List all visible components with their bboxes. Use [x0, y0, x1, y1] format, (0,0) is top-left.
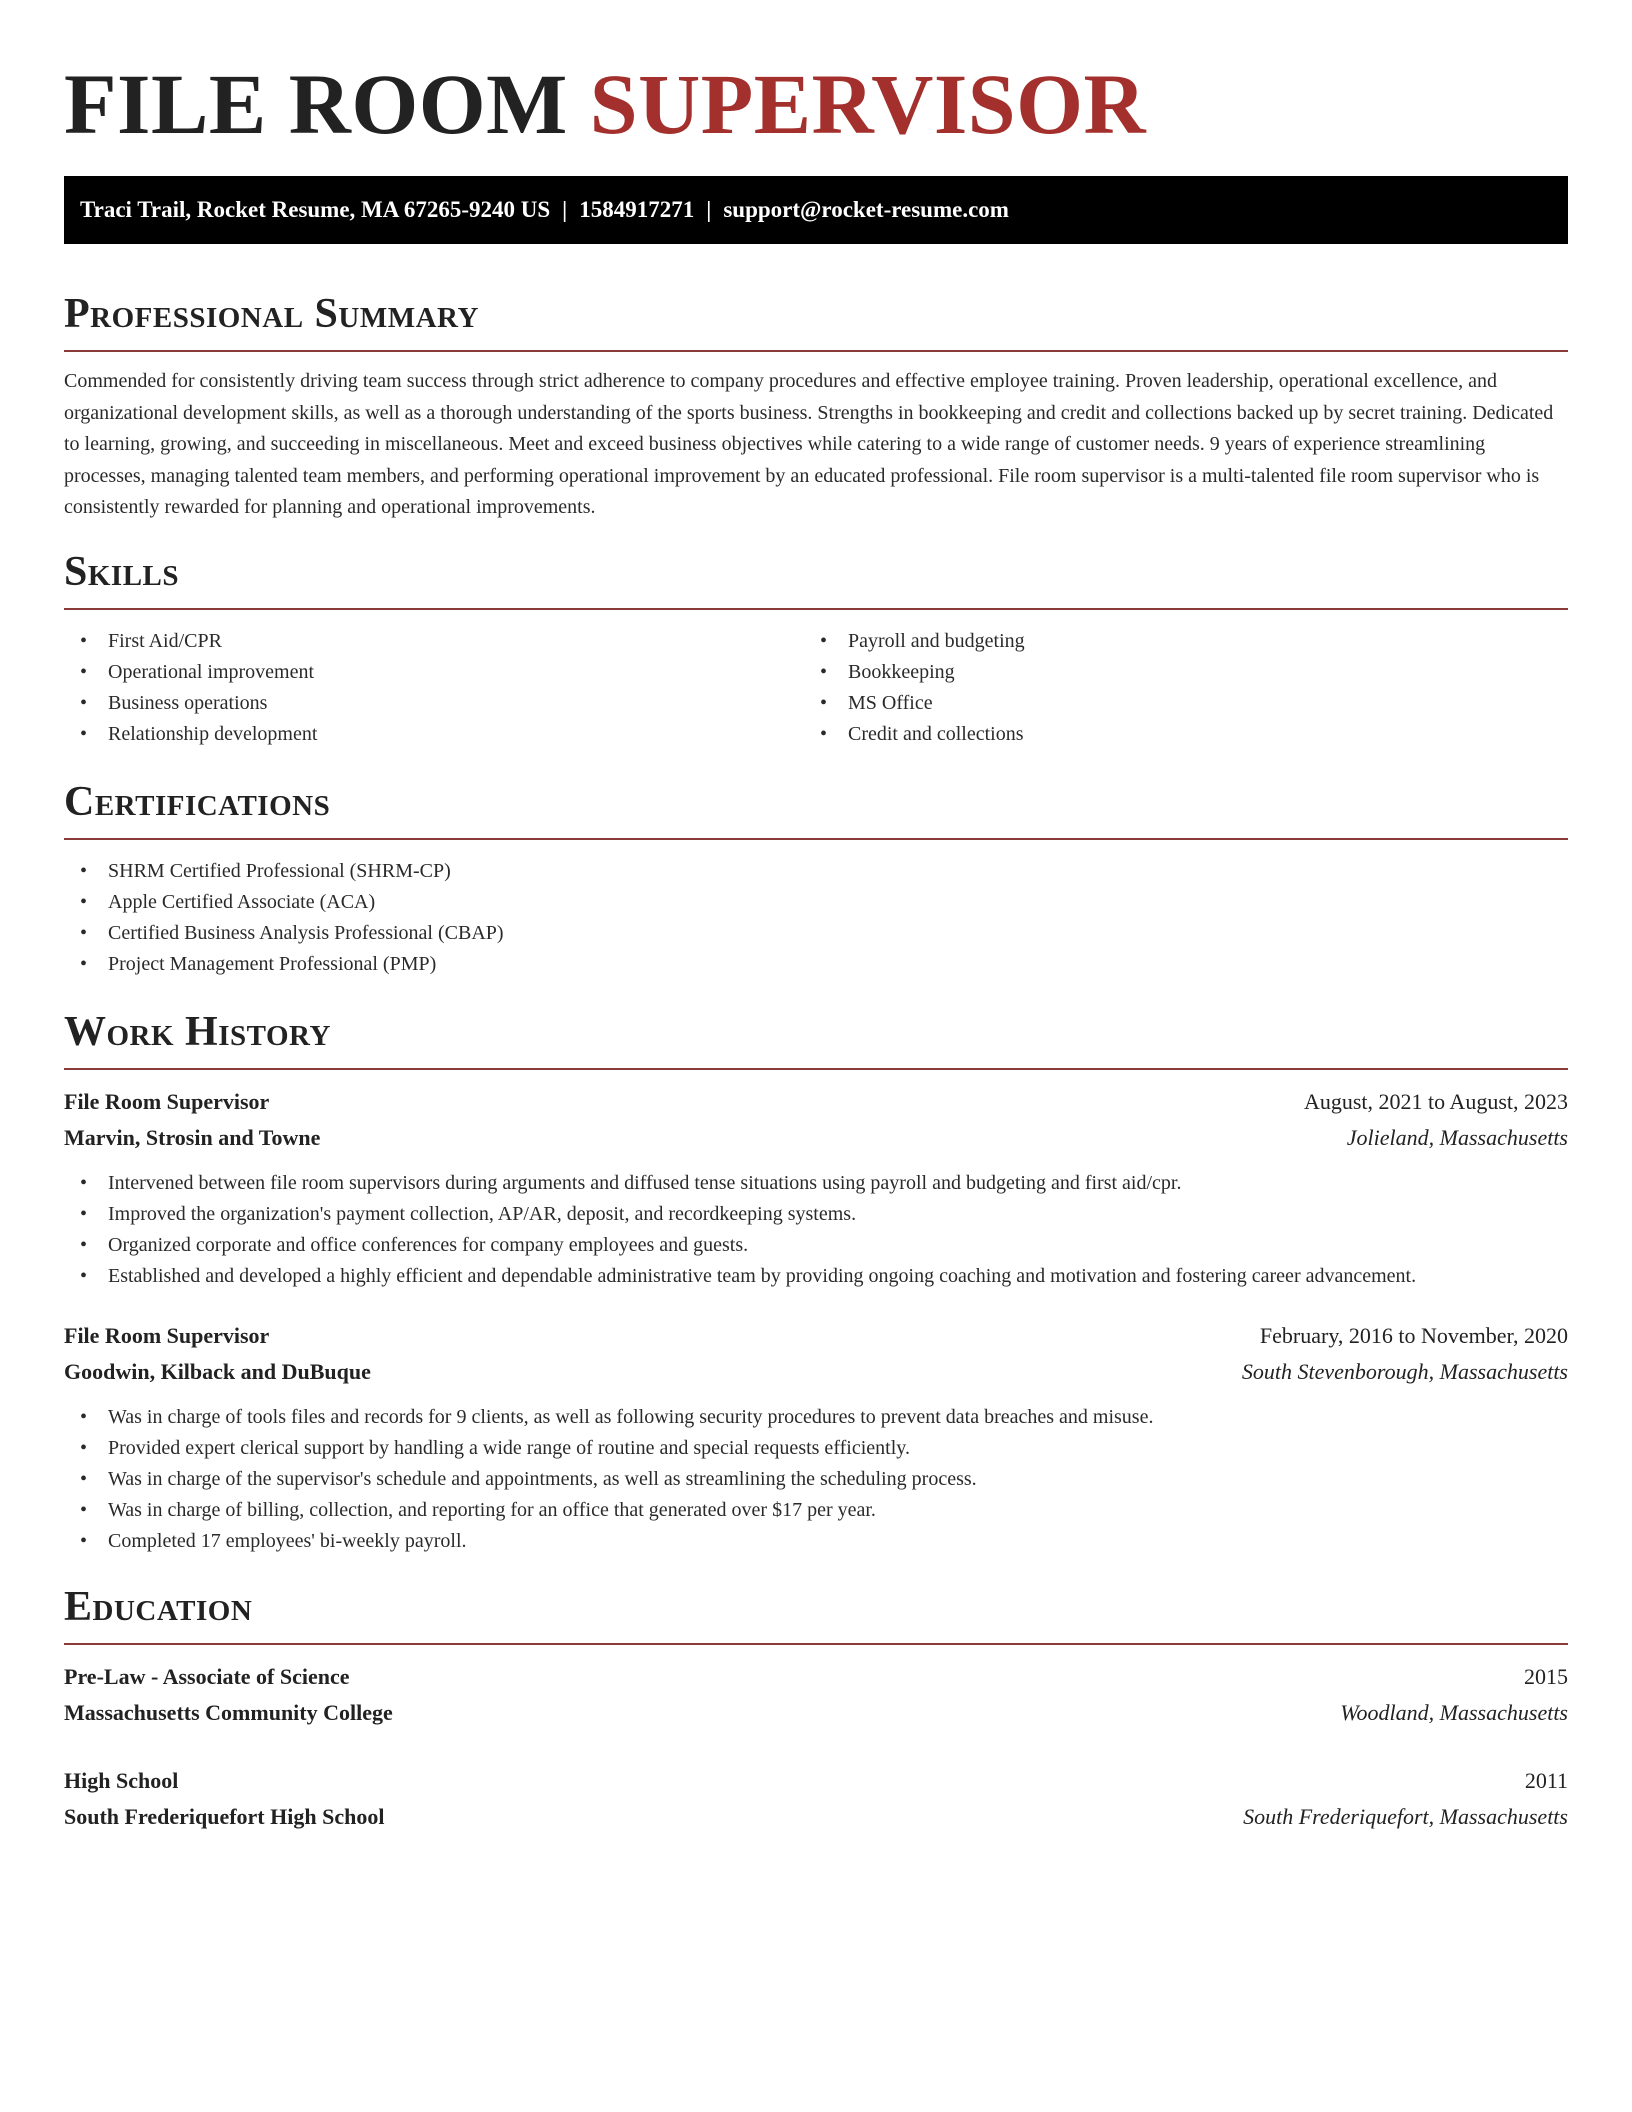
certifications-heading: Certifications — [64, 778, 331, 825]
job-company-row — [64, 1354, 1568, 1390]
section-divider — [64, 350, 1568, 352]
skill-item: • Credit and collections — [804, 719, 1544, 750]
certification-item: • Apple Certified Associate (ACA) — [64, 887, 1568, 918]
job-entry — [64, 1318, 1568, 1557]
skill-item: • Operational improvement — [64, 657, 804, 688]
job-bullet: • Was in charge of tools files and records for 9 clients, as well as following security procedures to prevent data breaches and misuse. — [64, 1402, 1568, 1433]
education-degree: Pre-Law - Associate of Science — [64, 1663, 350, 1689]
summary-text: Commended for consistently driving team success through strict adherence to company procedures and effective employee training. Proven leadership, operational excellence, and organizational development skills, as well as a thorough understanding of the sports business. Strengths in bookkeeping and credit and collections backed up by secret training. Dedicated to learning, growing, and succeeding in miscellaneous. Meet and exceed business objectives while catering to a wide range of customer needs. 9 years of experience streamlining processes, managing talented team members, and performing operational improvement by an educated professional. File room supervisor is a multi-talented file room supervisor who is consistently rewarded for planning and operational improvements. — [64, 370, 1554, 518]
job-dates: February, 2016 to November, 2020 — [1259, 1322, 1568, 1348]
skill-item: • Business operations — [64, 688, 804, 719]
job-entry — [64, 1084, 1568, 1292]
job-title: File Room Supervisor — [64, 1088, 270, 1114]
certifications-section — [64, 776, 1568, 980]
title-part-2: SUPERVISOR — [589, 56, 1147, 152]
education-entry — [64, 1659, 1568, 1731]
skills-section — [64, 546, 1568, 750]
job-bullet: • Completed 17 employees' bi-weekly payroll. — [64, 1526, 1568, 1557]
job-bullet: • Was in charge of billing, collection, and reporting for an office that generated over $17 per year. — [64, 1495, 1568, 1526]
education-year: 2015 — [1524, 1663, 1568, 1689]
education-entry — [64, 1763, 1568, 1835]
skill-item: • First Aid/CPR — [64, 626, 804, 657]
work-history-heading: Work History — [64, 1008, 331, 1055]
certification-item: • SHRM Certified Professional (SHRM-CP) — [64, 856, 1568, 887]
job-bullet: • Organized corporate and office conferences for company employees and guests. — [64, 1230, 1568, 1261]
contact-separator: | — [562, 197, 568, 222]
skills-list-right — [804, 626, 1544, 750]
contact-phone[interactable]: 1584917271 — [579, 197, 695, 222]
contact-separator: | — [706, 197, 712, 222]
summary-section — [64, 288, 1568, 524]
job-bullet: • Established and developed a highly efficient and dependable administrative team by providing ongoing coaching and motivation and fostering career advancement. — [64, 1261, 1568, 1292]
education-school-row — [64, 1695, 1568, 1731]
job-header-row — [64, 1318, 1568, 1354]
job-bullet: • Was in charge of the supervisor's schedule and appointments, as well as streamlining the scheduling process. — [64, 1464, 1568, 1495]
job-bullet: • Provided expert clerical support by handling a wide range of routine and special requests efficiently. — [64, 1433, 1568, 1464]
skills-heading: Skills — [64, 548, 180, 595]
education-section — [64, 1581, 1568, 1835]
education-degree-row — [64, 1659, 1568, 1695]
education-school: Massachusetts Community College — [64, 1699, 393, 1725]
job-header-row — [64, 1084, 1568, 1120]
education-degree: High School — [64, 1767, 179, 1793]
education-degree-row — [64, 1763, 1568, 1799]
contact-email[interactable]: support@rocket-resume.com — [723, 197, 1009, 222]
education-location: South Frederiquefort, Massachusetts — [1243, 1803, 1568, 1829]
certifications-list — [64, 856, 1568, 980]
education-school: South Frederiquefort High School — [64, 1803, 385, 1829]
job-bullet: • Intervened between file room supervisors during arguments and diffused tense situations using payroll and budgeting and first aid/cpr. — [64, 1168, 1568, 1199]
skill-item: • Payroll and budgeting — [804, 626, 1544, 657]
education-location: Woodland, Massachusetts — [1340, 1699, 1568, 1725]
section-divider — [64, 608, 1568, 610]
job-dates: August, 2021 to August, 2023 — [1303, 1088, 1568, 1114]
skills-grid — [64, 626, 1568, 750]
job-bullet: • Improved the organization's payment collection, AP/AR, deposit, and recordkeeping systems. — [64, 1199, 1568, 1230]
education-year: 2011 — [1524, 1767, 1568, 1793]
skill-item: • Relationship development — [64, 719, 804, 750]
certification-item: • Project Management Professional (PMP) — [64, 949, 1568, 980]
work-history-section — [64, 1006, 1568, 1557]
skill-item: • Bookkeeping — [804, 657, 1544, 688]
summary-heading: Professional Summary — [64, 291, 479, 337]
resume-page — [64, 0, 1568, 1835]
skill-item: • MS Office — [804, 688, 1544, 719]
job-location: Jolieland, Massachusetts — [1346, 1124, 1568, 1150]
education-heading: Education — [64, 1583, 253, 1630]
education-school-row — [64, 1799, 1568, 1835]
job-location: South Stevenborough, Massachusetts — [1241, 1358, 1568, 1384]
job-company-row — [64, 1120, 1568, 1156]
section-divider — [64, 1643, 1568, 1645]
job-company: Goodwin, Kilback and DuBuque — [64, 1358, 371, 1384]
title-part-1: FILE ROOM — [64, 56, 568, 152]
job-company: Marvin, Strosin and Towne — [64, 1124, 321, 1150]
contact-address: Traci Trail, Rocket Resume, MA 67265-9240 US — [80, 197, 551, 222]
job-title: File Room Supervisor — [64, 1322, 270, 1348]
section-divider — [64, 1068, 1568, 1070]
contact-bar — [64, 176, 1568, 244]
section-divider — [64, 838, 1568, 840]
resume-title — [64, 0, 1568, 152]
skills-list-left — [64, 626, 804, 750]
job-bullets — [64, 1168, 1568, 1292]
certification-item: • Certified Business Analysis Professional (CBAP) — [64, 918, 1568, 949]
job-bullets — [64, 1402, 1568, 1557]
